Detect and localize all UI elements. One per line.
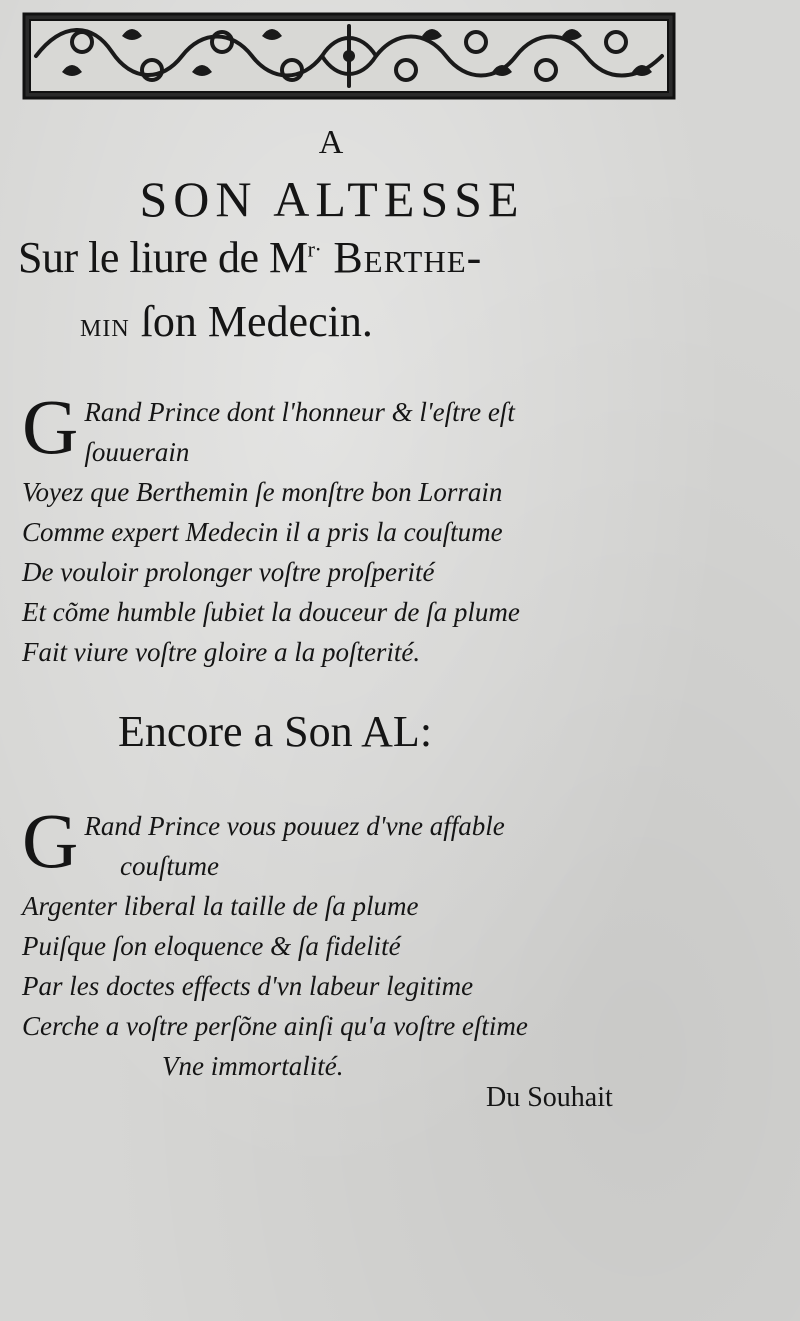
poem-line: ſouuerain <box>84 437 190 467</box>
subtitle-line-1 <box>18 232 482 283</box>
poem-line: Voyez que Berthemin ſe monſtre bon Lorrain <box>22 477 503 507</box>
drop-cap: G <box>22 383 79 470</box>
poem-line: Et cõme humble ſubiet la douceur de ſa plume <box>22 597 520 627</box>
subtitle-name: Berthe- <box>321 233 483 282</box>
poem-line: Rand Prince dont l'honneur & l'eſtre eſt <box>84 397 515 427</box>
poem-line: couſtume <box>120 851 219 881</box>
poem-line: Comme expert Medecin il a pris la couſtume <box>22 517 503 547</box>
poem-2 <box>22 797 528 1086</box>
poem-line: Puiſque ſon eloquence & ſa fidelité <box>22 931 401 961</box>
section-heading: Encore a Son AL: <box>118 707 433 756</box>
poem-line: Fait viure voſtre gloire a la poſterité. <box>22 637 421 667</box>
ornamental-headpiece <box>22 12 676 100</box>
subtitle-text-b: ſon Medecin. <box>129 297 373 346</box>
poem-line: De vouloir prolonger voſtre proſperité <box>22 557 435 587</box>
poem-line: Cerche a voſtre perſõne ainſi qu'a voſtre eſtime <box>22 1011 528 1041</box>
subtitle-line-2 <box>80 296 373 347</box>
poem-line: Argenter liberal la taille de ſa plume <box>22 891 419 921</box>
subtitle-text-a: Sur le liure de M <box>18 233 308 282</box>
subtitle-name-end: min <box>80 307 130 344</box>
author-signature: Du Souhait <box>486 1082 613 1113</box>
drop-cap: G <box>22 797 79 884</box>
dedication-a: A <box>318 124 346 161</box>
page-title: SON ALTESSE <box>139 171 525 227</box>
poem-line: Par les doctes effects d'vn labeur legitime <box>22 971 474 1001</box>
poem-1 <box>22 383 520 672</box>
poem-line: Vne immortalité. <box>162 1051 344 1081</box>
poem-line: Rand Prince vous pouuez d'vne affable <box>84 811 505 841</box>
subtitle-superscript: r· <box>307 236 322 262</box>
